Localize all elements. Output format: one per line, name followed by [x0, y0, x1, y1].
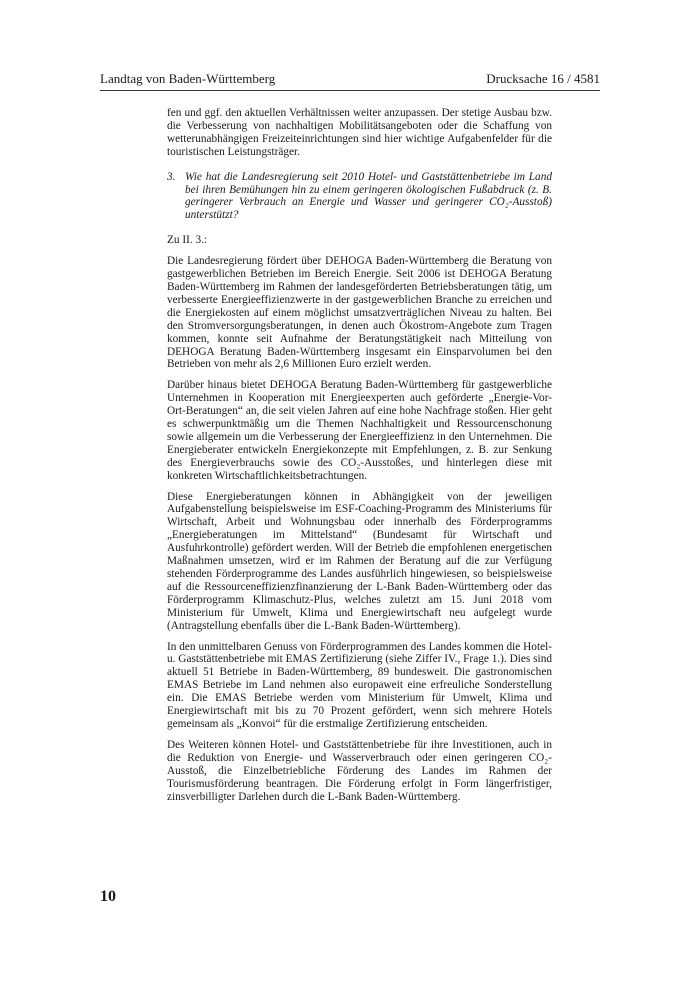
body-paragraph: In den unmittelbaren Genuss von Förderprogrammen des Landes kommen die Hotel- u. Gaststättenbetriebe mit EMAS Zertifizierung (siehe Ziffer IV., Frage 1.). Dies sind aktuell 51 Betriebe in Baden-Württemberg, 89 bundesweit. Die gastronomischen EMAS Betriebe im Land nehmen also europaweit eine erfreuliche Sonderstellung ein. Die EMAS Betriebe werden vom Ministerium für Umwelt, Klima und Energiewirtschaft mit bis zu 70 Prozent gefördert, wenn sich mehrere Hotels gemeinsam als „Konvoi“ für die erstmalige Zertifizierung entscheiden.	[167, 640, 552, 730]
question-number: 3.	[167, 170, 176, 183]
page-header	[100, 70, 600, 91]
page-number: 10	[100, 888, 116, 905]
answer-label: Zu II. 3.:	[167, 234, 208, 247]
question-text: Wie hat die Landesregierung seit 2010 Hotel- und Gaststättenbetriebe im Land bei ihren Bemühungen hin zu einem geringeren ökologischen Fußabdruck (z. B. geringerer Verbrauch an Energie und Wasser und geringerer CO₂-Ausstoß) unterstützt?	[185, 170, 552, 222]
intro-paragraph: fen und ggf. den aktuellen Verhältnissen weiter anzupassen. Der stetige Ausbau bzw. die Verbesserung von nachhaltigen Mobilitätsangeboten oder die Schaffung von wetterunabhängigen Freizeiteinrichtungen sind hier wichtige Aufgabenfelder für die touristischen Leistungsträger.	[167, 107, 552, 158]
body-paragraph: Des Weiteren können Hotel- und Gaststättenbetriebe für ihre Investitionen, auch in die Reduktion von Energie- und Wasserverbrauch oder einen geringeren CO₂-Ausstoß, die Einzelbetriebliche Förderung des Landes im Rahmen der Tourismusförderung beantragen. Die Förderung erfolgt in Form längerfristiger, zinsverbilligter Darlehen durch die L-Bank Baden-Württemberg.	[167, 738, 552, 803]
document-body	[167, 107, 552, 811]
body-paragraph: Die Landesregierung fördert über DEHOGA Baden-Württemberg die Beratung von gastgewerblichen Betrieben im Bereich Energie. Seit 2006 ist DEHOGA Beratung Baden-Württemberg im Rahmen der landesgeförderten Betriebsberatungen tätig, um verbesserte Energieeffizienzwerte in der gastgewerblichen Branche zu erreichen und die Energiekosten auf einem möglichst umsatzverträglichen Niveau zu halten. Bei den Stromversorgungsberatungen, in denen auch Ökostrom-Angebote zum Tragen kommen, konnte seit Aufnahme der Beratungstätigkeit nach Mitteilung von DEHOGA Beratung Baden-Württemberg insgesamt ein Einsparvolumen bei den Betrieben von mehr als 2,6 Millionen Euro erzielt werden.	[167, 255, 552, 371]
body-paragraph: Diese Energieberatungen können in Abhängigkeit von der jeweiligen Aufgabenstellung beispielsweise im ESF-Coaching-Programm des Ministeriums für Wirtschaft, Arbeit und Wohnungsbau oder innerhalb des Förderprogramms „Energieberatungen im Mittelstand“ (Bundesamt für Wirtschaft und Ausfuhrkontrolle) gefördert werden. Will der Betrieb die empfohlenen energetischen Maßnahmen umsetzen, wird er im Rahmen der Beratung auf die zur Verfügung stehenden Förderprogramme des Landes ausführlich hingewiesen, so beispielsweise auf die Ressourceneffizienzfinanzierung der L-Bank Baden-Württemberg oder das Förderprogramm Klimaschutz-Plus, welches zuletzt am 15. Juni 2018 vom Ministerium für Umwelt, Klima und Energiewirtschaft neu aufgelegt wurde (Antragstellung ebenfalls über die L-Bank Baden-Württemberg).	[167, 490, 552, 632]
header-document-number: Drucksache 16 / 4581	[486, 71, 600, 86]
header-parliament-name: Landtag von Baden-Württemberg	[100, 71, 276, 86]
body-paragraph: Darüber hinaus bietet DEHOGA Beratung Baden-Württemberg für gastgewerbliche Unternehmen in Kooperation mit Energieexperten auch geförderte „Energie-Vor-Ort-Beratungen“ an, die seit vielen Jahren auf eine hohe Nachfrage stoßen. Hier geht es schwerpunktmäßig um die Themen Nachhaltigkeit und Ressourcenschonung sowie allgemein um die Verbesserung der Energieeffizienz in den Unternehmen. Die Energieberater entwickeln Energiekonzepte mit Empfehlungen, z. B. zur Senkung des Energieverbrauchs sowie des CO₂-Ausstoßes, und hinterlegen diese mit konkreten Wirtschaftlichkeitsbetrachtungen.	[167, 379, 552, 482]
question-block	[167, 171, 552, 223]
